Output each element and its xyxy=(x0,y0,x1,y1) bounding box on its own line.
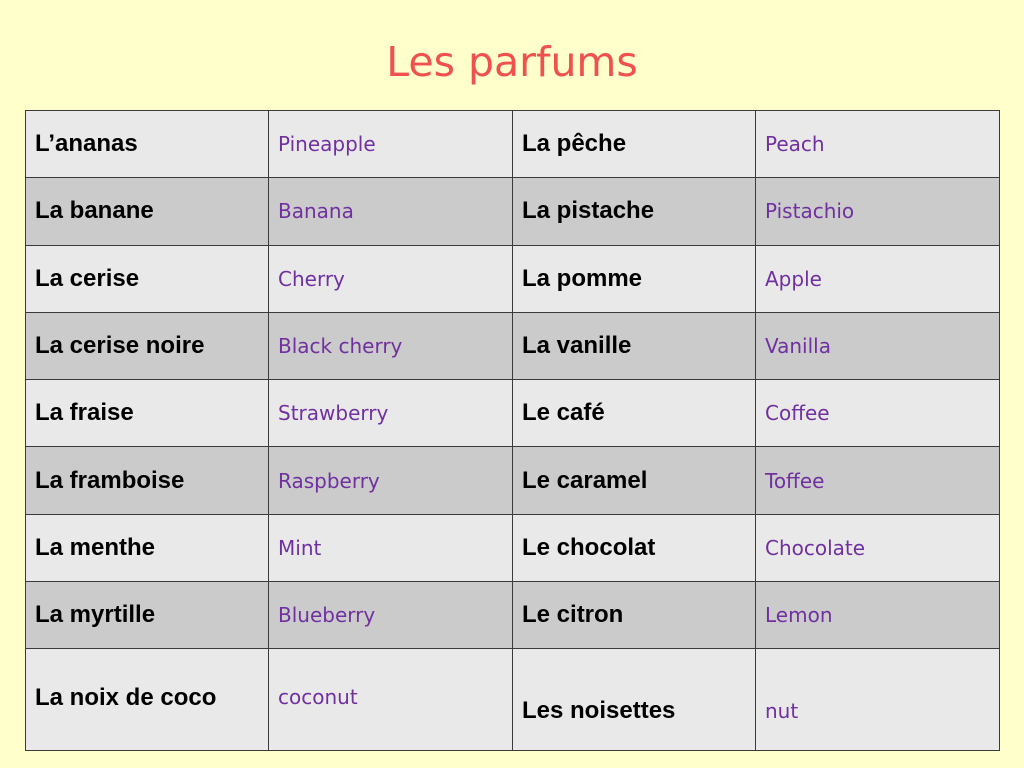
english-translation: Blueberry xyxy=(269,582,513,649)
table-row xyxy=(26,514,1000,581)
french-word: Le café xyxy=(513,380,756,447)
english-translation: Strawberry xyxy=(269,380,513,447)
english-translation: coconut xyxy=(269,649,513,751)
english-translation: Cherry xyxy=(269,245,513,312)
english-translation: Apple xyxy=(756,245,1000,312)
english-translation: Lemon xyxy=(756,582,1000,649)
english-translation: Vanilla xyxy=(756,312,1000,379)
flavours-table xyxy=(25,110,1000,751)
english-translation: nut xyxy=(756,649,1000,751)
french-word: La pomme xyxy=(513,245,756,312)
french-word: La menthe xyxy=(26,514,269,581)
english-translation: Chocolate xyxy=(756,514,1000,581)
french-word: L’ananas xyxy=(26,111,269,178)
english-translation: Peach xyxy=(756,111,1000,178)
french-word: Le chocolat xyxy=(513,514,756,581)
french-word: La noix de coco xyxy=(26,649,269,751)
page-title: Les parfums xyxy=(386,38,638,86)
table-row xyxy=(26,447,1000,514)
french-word: La cerise xyxy=(26,245,269,312)
table-row xyxy=(26,245,1000,312)
french-word: La myrtille xyxy=(26,582,269,649)
english-translation: Coffee xyxy=(756,380,1000,447)
english-translation: Banana xyxy=(269,178,513,245)
english-translation: Mint xyxy=(269,514,513,581)
english-translation: Pineapple xyxy=(269,111,513,178)
table-row xyxy=(26,380,1000,447)
french-word: Les noisettes xyxy=(513,649,756,751)
french-word: Le caramel xyxy=(513,447,756,514)
english-translation: Toffee xyxy=(756,447,1000,514)
french-word: La cerise noire xyxy=(26,312,269,379)
french-word: La pistache xyxy=(513,178,756,245)
english-translation: Pistachio xyxy=(756,178,1000,245)
french-word: La vanille xyxy=(513,312,756,379)
table-row xyxy=(26,582,1000,649)
english-translation: Raspberry xyxy=(269,447,513,514)
french-word: Le citron xyxy=(513,582,756,649)
table-row xyxy=(26,178,1000,245)
french-word: La framboise xyxy=(26,447,269,514)
french-word: La fraise xyxy=(26,380,269,447)
french-word: La pêche xyxy=(513,111,756,178)
table-row xyxy=(26,111,1000,178)
english-translation: Black cherry xyxy=(269,312,513,379)
table-row xyxy=(26,312,1000,379)
table-row xyxy=(26,649,1000,751)
french-word: La banane xyxy=(26,178,269,245)
